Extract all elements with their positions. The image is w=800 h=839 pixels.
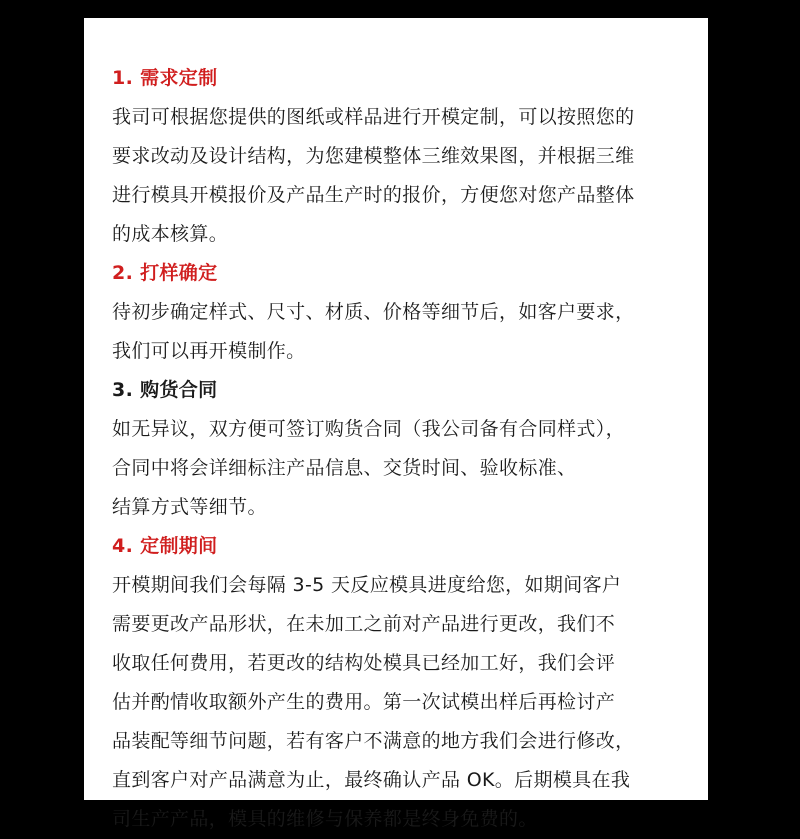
paragraph-line: 司生产产品，模具的维修与保养都是终身免费的。 (112, 808, 538, 830)
paragraph-line: 结算方式等细节。 (112, 496, 267, 518)
paragraph-line: 待初步确定样式、尺寸、材质、价格等细节后，如客户要求， (112, 301, 635, 323)
section-heading-sampling: 2. 打样确定 (112, 262, 218, 284)
paragraph-line: 品装配等细节问题，若有客户不满意的地方我们会进行修改， (112, 730, 635, 752)
section-heading-customization-period: 4. 定制期间 (112, 535, 218, 557)
paragraph-line: 我司可根据您提供的图纸或样品进行开模定制，可以按照您的 (112, 106, 635, 128)
paragraph-line: 直到客户对产品满意为止，最终确认产品 OK。后期模具在我 (112, 769, 631, 791)
paragraph-line: 估并酌情收取额外产生的费用。第一次试模出样后再检讨产 (112, 691, 616, 713)
section-heading-contract: 3. 购货合同 (112, 379, 218, 401)
paragraph-line: 收取任何费用，若更改的结构处模具已经加工好，我们会评 (112, 652, 616, 674)
section-heading-requirements: 1. 需求定制 (112, 67, 218, 89)
paragraph-line: 的成本核算。 (112, 223, 229, 245)
paragraph-line: 合同中将会详细标注产品信息、交货时间、验收标准、 (112, 457, 577, 479)
paragraph-line: 我们可以再开模制作。 (112, 340, 306, 362)
paragraph-line: 如无异议，双方便可签订购货合同（我公司备有合同样式）， (112, 418, 625, 440)
paragraph-line: 需要更改产品形状，在未加工之前对产品进行更改，我们不 (112, 613, 616, 635)
paragraph-line: 开模期间我们会每隔 3-5 天反应模具进度给您，如期间客户 (112, 574, 622, 596)
paragraph-line: 进行模具开模报价及产品生产时的报价，方便您对您产品整体 (112, 184, 635, 206)
paragraph-line: 要求改动及设计结构，为您建模整体三维效果图，并根据三维 (112, 145, 635, 167)
content-panel (84, 18, 708, 830)
